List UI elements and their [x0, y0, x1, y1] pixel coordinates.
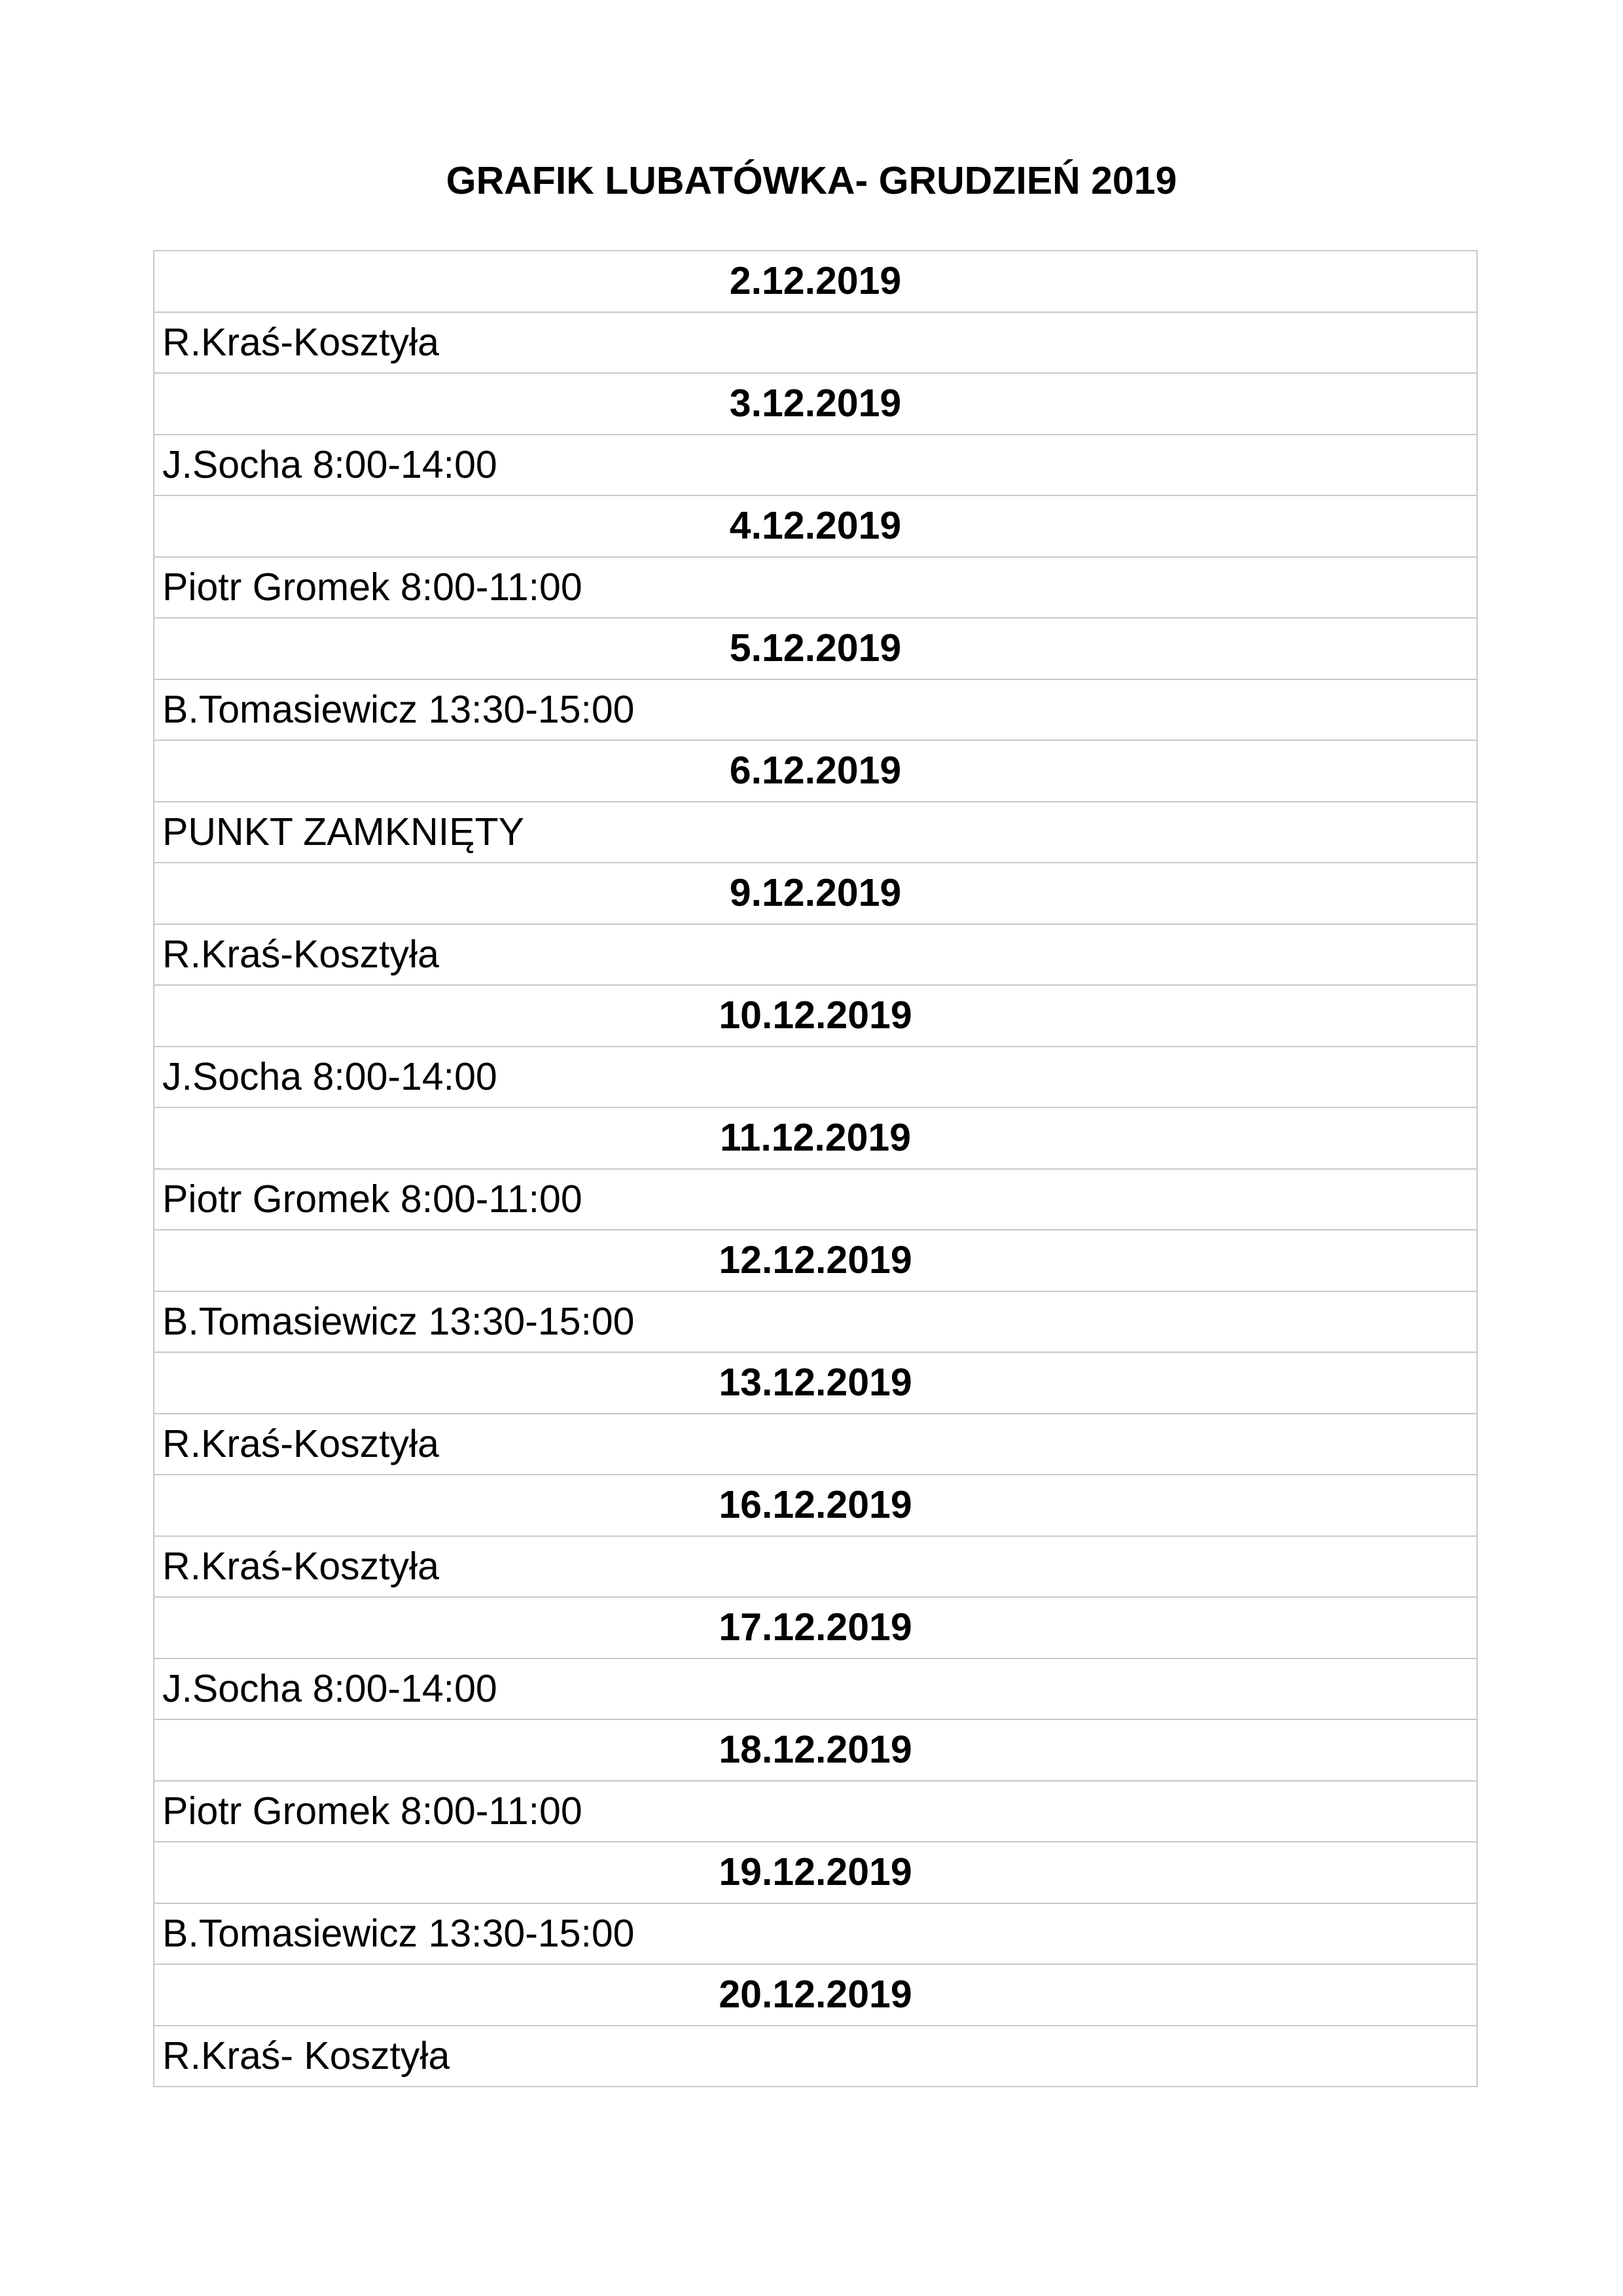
- duty-row: [154, 802, 1477, 863]
- date-row: [154, 1964, 1477, 2026]
- date-row: [154, 740, 1477, 802]
- duty-row: [154, 1659, 1477, 1720]
- date-cell: 2.12.2019: [154, 251, 1477, 312]
- duty-row: [154, 557, 1477, 619]
- date-cell: 12.12.2019: [154, 1230, 1477, 1291]
- date-row: [154, 1475, 1477, 1536]
- date-cell: 13.12.2019: [154, 1352, 1477, 1414]
- date-row: [154, 1719, 1477, 1781]
- duty-cell: R.Kraś- Kosztyła: [154, 2026, 1477, 2087]
- date-row: [154, 1230, 1477, 1291]
- duty-row: [154, 924, 1477, 986]
- date-cell: 6.12.2019: [154, 740, 1477, 802]
- duty-row: [154, 1169, 1477, 1230]
- duty-row: [154, 1781, 1477, 1842]
- schedule-table: [153, 250, 1478, 2087]
- duty-row: [154, 1291, 1477, 1353]
- duty-row: [154, 435, 1477, 496]
- duty-row: [154, 312, 1477, 374]
- date-cell: 9.12.2019: [154, 863, 1477, 924]
- duty-cell: Piotr Gromek 8:00-11:00: [154, 1781, 1477, 1842]
- date-cell: 17.12.2019: [154, 1597, 1477, 1659]
- duty-cell: R.Kraś-Kosztyła: [154, 1414, 1477, 1475]
- duty-row: [154, 1047, 1477, 1108]
- date-row: [154, 495, 1477, 557]
- duty-cell: B.Tomasiewicz 13:30-15:00: [154, 1903, 1477, 1965]
- duty-cell: R.Kraś-Kosztyła: [154, 924, 1477, 986]
- date-cell: 16.12.2019: [154, 1475, 1477, 1536]
- date-cell: 4.12.2019: [154, 495, 1477, 557]
- date-row: [154, 373, 1477, 435]
- date-row: [154, 1352, 1477, 1414]
- duty-row: [154, 679, 1477, 741]
- date-row: [154, 985, 1477, 1047]
- duty-cell: J.Socha 8:00-14:00: [154, 1047, 1477, 1108]
- duty-cell: J.Socha 8:00-14:00: [154, 435, 1477, 496]
- duty-cell: Piotr Gromek 8:00-11:00: [154, 1169, 1477, 1230]
- duty-cell: J.Socha 8:00-14:00: [154, 1659, 1477, 1720]
- schedule-body: [154, 251, 1477, 2087]
- date-cell: 18.12.2019: [154, 1719, 1477, 1781]
- date-cell: 10.12.2019: [154, 985, 1477, 1047]
- duty-cell: PUNKT ZAMKNIĘTY: [154, 802, 1477, 863]
- duty-row: [154, 1903, 1477, 1965]
- duty-cell: R.Kraś-Kosztyła: [154, 312, 1477, 374]
- duty-row: [154, 2026, 1477, 2087]
- duty-cell: R.Kraś-Kosztyła: [154, 1536, 1477, 1598]
- duty-row: [154, 1414, 1477, 1475]
- duty-cell: B.Tomasiewicz 13:30-15:00: [154, 1291, 1477, 1353]
- duty-row: [154, 1536, 1477, 1598]
- date-row: [154, 1597, 1477, 1659]
- date-row: [154, 1107, 1477, 1169]
- date-row: [154, 618, 1477, 679]
- duty-cell: Piotr Gromek 8:00-11:00: [154, 557, 1477, 619]
- date-cell: 5.12.2019: [154, 618, 1477, 679]
- duty-cell: B.Tomasiewicz 13:30-15:00: [154, 679, 1477, 741]
- date-cell: 11.12.2019: [154, 1107, 1477, 1169]
- date-cell: 20.12.2019: [154, 1964, 1477, 2026]
- date-row: [154, 251, 1477, 312]
- date-row: [154, 1842, 1477, 1903]
- page-title: GRAFIK LUBATÓWKA- GRUDZIEŃ 2019: [446, 159, 1177, 202]
- date-cell: 19.12.2019: [154, 1842, 1477, 1903]
- date-cell: 3.12.2019: [154, 373, 1477, 435]
- date-row: [154, 863, 1477, 924]
